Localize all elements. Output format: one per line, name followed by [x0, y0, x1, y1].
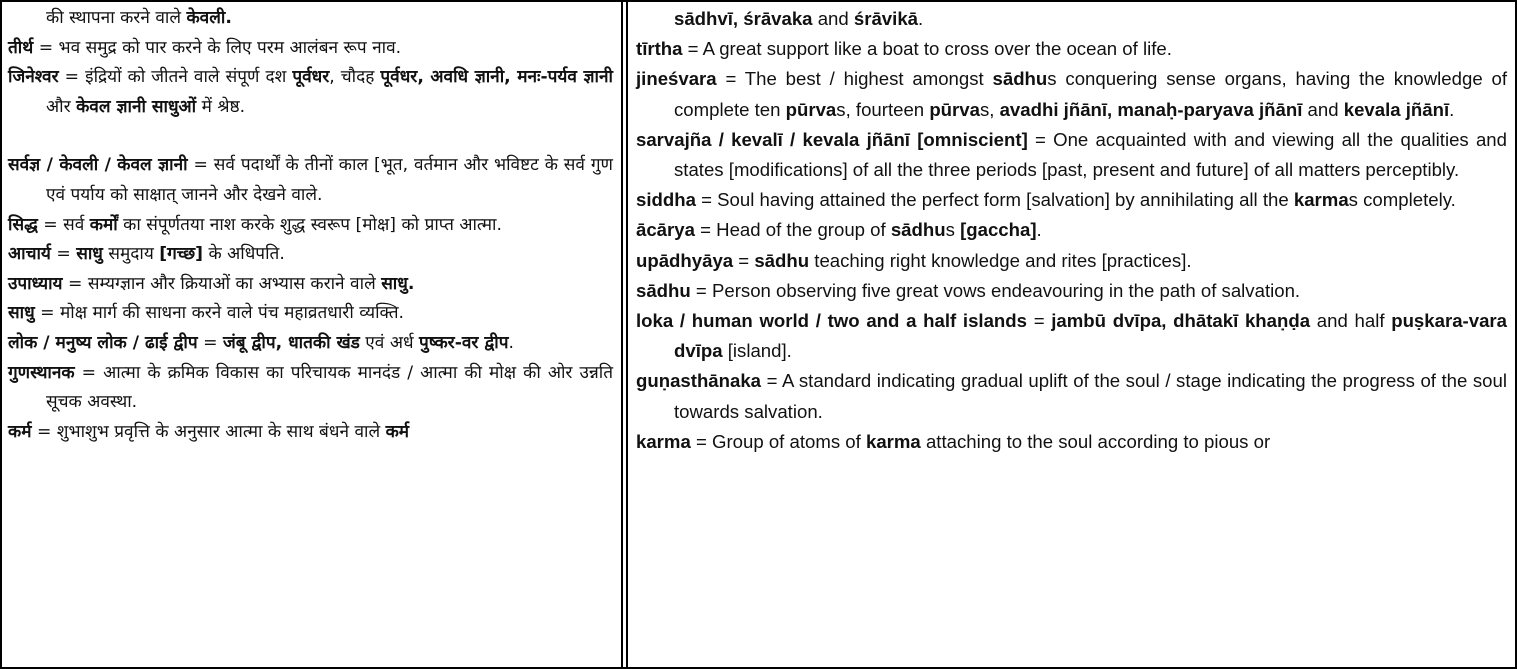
glossary-term: karma [636, 430, 691, 452]
definition-text: s, [979, 98, 1000, 120]
definition-text: = Soul having attained the perfect form [salvation] by annihilating all the [695, 189, 1294, 211]
glossary-term: upādhyāya [636, 249, 734, 271]
definition-text: = सर्व [37, 214, 90, 235]
glossary-entry [8, 359, 613, 418]
definition-text: s conquering sense organs, having the knowledge of complete ten [674, 68, 1507, 120]
bold-term: केवल ज्ञानी साधुओं [76, 96, 197, 117]
bold-term: śrāvikā [853, 8, 918, 29]
glossary-term: jineśvara [636, 68, 717, 90]
bold-term: कर्म [385, 421, 410, 442]
definition-text: = The best / highest amongst [716, 68, 993, 90]
glossary-entry [636, 215, 1507, 245]
glossary-term: लोक / मनुष्य लोक / ढाई द्वीप [8, 332, 198, 353]
bold-term: पूर्वधर [292, 67, 330, 88]
bold-term: sādhu [992, 68, 1048, 90]
glossary-term: गुणस्थानक [8, 362, 75, 383]
glossary-term: जिनेश्वर [8, 67, 59, 88]
hindi-column [2, 2, 621, 667]
definition-text: s [945, 219, 961, 241]
definition-text: . [918, 8, 924, 29]
glossary-entry [8, 151, 613, 210]
glossary-entry [636, 276, 1507, 306]
definition-text: = [197, 332, 223, 353]
glossary-entry [636, 246, 1507, 276]
definition-text: = शुभाशुभ प्रवृत्ति के अनुसार आत्मा के साथ बंधने वाले [31, 421, 386, 442]
bold-term: पुष्कर-वर द्वीप [418, 332, 509, 353]
glossary-term: सर्वज्ञ / केवली / केवल ज्ञानी [8, 155, 188, 176]
definition-text: = [733, 249, 755, 271]
bold-term: केवली. [186, 8, 232, 28]
bold-term: साधु. [381, 273, 415, 294]
definition-text: . [508, 332, 514, 353]
bold-term: avadhi jñānī, manaḥ-paryava jñānī [999, 98, 1303, 120]
glossary-entry [636, 366, 1507, 426]
glossary-entry [8, 63, 613, 122]
glossary-term: loka / human world / two and a half islands [636, 310, 1027, 332]
definition-text: teaching right knowledge and rites [practices]. [809, 249, 1192, 271]
definition-text: = सम्यग्ज्ञान और क्रियाओं का अभ्यास कराने वाले [62, 273, 382, 294]
definition-text: = भव समुद्र को पार करने के लिए परम आलंबन रूप नाव. [33, 37, 402, 58]
definition-text: = Head of the group of [694, 219, 891, 241]
glossary-term: sarvajña / kevalī / kevala jñānī [omniscient] [636, 128, 1028, 150]
definition-text: = Person observing five great vows endeavouring in the path of salvation. [690, 279, 1301, 301]
bold-term: कर्मों [89, 214, 118, 235]
glossary-term: ācārya [636, 219, 695, 241]
column-divider [621, 2, 628, 667]
definition-text: और [46, 96, 77, 117]
bold-term: karma [865, 430, 921, 452]
glossary-entry [636, 4, 1507, 34]
glossary-entry [636, 306, 1507, 366]
definition-text: में श्रेष्ठ. [196, 96, 246, 117]
definition-text: के अधिपति. [203, 244, 285, 265]
definition-text: = A standard indicating gradual uplift of the soul / stage indicating the progress of the soul towards salvation. [674, 370, 1507, 422]
glossary-entry [8, 4, 613, 34]
bold-term: साधु [76, 244, 103, 265]
definition-text: एवं अर्ध [359, 332, 419, 353]
glossary-term: आचार्य [8, 244, 51, 265]
bold-term: sādhvī, śrāvaka [674, 8, 813, 29]
glossary-term: कर्म [8, 421, 32, 442]
definition-text: [island]. [722, 340, 792, 362]
english-column [628, 2, 1515, 667]
definition-text: का संपूर्णतया नाश करके शुद्ध स्वरूप [मोक्ष] को प्राप्त आत्मा. [117, 214, 502, 235]
glossary-entry [8, 299, 613, 329]
bold-term: kevala jñānī [1343, 98, 1450, 120]
glossary-term: sādhu [636, 279, 691, 301]
definition-text: = Group of atoms of [690, 430, 866, 452]
glossary-entry [636, 64, 1507, 124]
bold-term: जंबू द्वीप, धातकी खंड [222, 332, 360, 353]
bold-term: pūrva [785, 98, 837, 120]
bold-term: [गच्छ] [159, 244, 204, 265]
definition-text: and half [1310, 310, 1392, 332]
glossary-term: तीर्थ [8, 37, 34, 58]
glossary-entry [636, 427, 1507, 457]
definition-text: = A great support like a boat to cross over the ocean of life. [682, 38, 1172, 60]
glossary-term: guṇasthānaka [636, 370, 762, 392]
glossary-entry [8, 240, 613, 270]
bold-term: sādhu [890, 219, 946, 241]
glossary-term: सिद्ध [8, 214, 38, 235]
glossary-entry [8, 270, 613, 300]
definition-text: = One acquainted with and viewing all the qualities and states [modifications] of all the three periods [past, present and future] of all matters perceptibly. [674, 128, 1507, 181]
definition-text: = इंद्रियों को जीतने वाले संपूर्ण दश [58, 67, 293, 88]
glossary-entry [636, 125, 1507, 185]
definition-text: . [1449, 98, 1455, 120]
bold-term: sādhu [754, 249, 810, 271]
glossary-term: tīrtha [636, 38, 683, 60]
glossary-entry [8, 329, 613, 359]
definition-text: and [812, 8, 854, 29]
glossary-entry [636, 185, 1507, 215]
bold-term: [gaccha] [960, 219, 1037, 241]
bold-term: karma [1293, 189, 1349, 211]
definition-text: attaching to the soul according to pious or [920, 430, 1271, 452]
glossary-term: उपाध्याय [8, 273, 63, 294]
glossary-term: साधु [8, 303, 35, 324]
bold-term: pūrva [929, 98, 980, 120]
glossary-entry [8, 418, 613, 448]
definition-text: समुदाय [102, 244, 160, 265]
bold-term: puṣkara-vara dvīpa [674, 310, 1507, 362]
definition-text: s completely. [1348, 189, 1456, 211]
definition-text: . [1036, 219, 1042, 241]
bold-term: पूर्वधर, अवधि ज्ञानी, मनः-पर्यव ज्ञानी [380, 67, 613, 88]
definition-text: = [1026, 310, 1052, 332]
definition-text: = सर्व पदार्थों के तीनों काल [भूत, वर्तमान और भविष्टट के सर्व गुण एवं पर्याय को साक्षात् जानने और देखने वाले. [46, 155, 613, 205]
bold-term: jambū dvīpa, dhātakī khaṇḍa [1051, 310, 1311, 332]
glossary-term: siddha [636, 189, 696, 211]
definition-text: and [1302, 98, 1344, 120]
glossary-entry [636, 34, 1507, 64]
definition-text: की स्थापना करने वाले [46, 8, 187, 28]
definition-text: = मोक्ष मार्ग की साधना करने वाले पंच महाव्रतधारी व्यक्ति. [34, 303, 405, 324]
definition-text: = [50, 244, 77, 265]
glossary-entry [8, 211, 613, 241]
glossary-entry [8, 34, 613, 64]
definition-text: s, fourteen [836, 98, 930, 120]
definition-text: = आत्मा के क्रमिक विकास का परिचायक मानदंड / आत्मा की मोक्ष की ओर उन्नति सूचक अवस्था. [46, 362, 613, 413]
definition-text: , चौदह [329, 67, 381, 88]
